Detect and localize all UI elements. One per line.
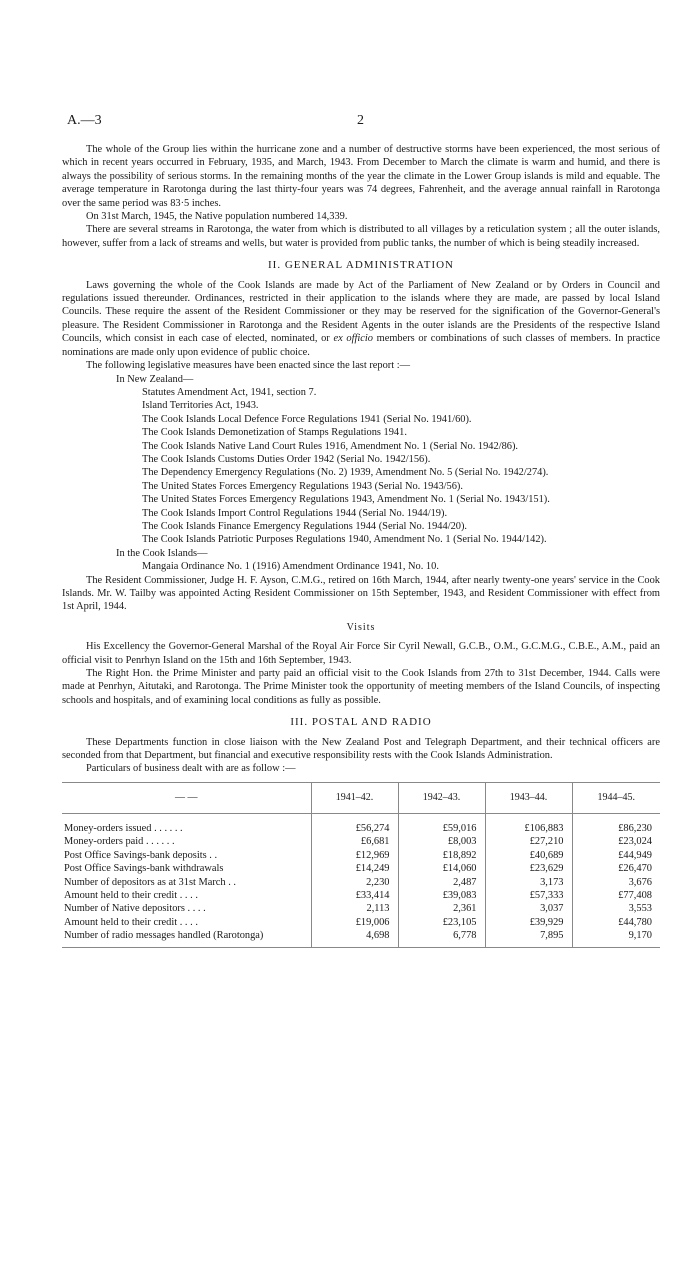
list-item: The Cook Islands Customs Duties Order 1942 (Serial No. 1942/156). bbox=[142, 453, 431, 465]
table-cell: 2,113 bbox=[311, 902, 398, 915]
list-item: The Cook Islands Local Defence Force Regulations 1941 (Serial No. 1941/60). bbox=[142, 413, 472, 425]
departments-paragraph: These Departments function in close liaison with the New Zealand Post and Telegraph Department, and their technical officers are seconded from that Department, but financial and executive responsibility rests with the Cook Islands Administration. bbox=[62, 736, 660, 762]
commissioner-paragraph: The Resident Commissioner, Judge H. F. Ayson, C.M.G., retired on 16th March, 1944, after nearly twenty-one years' service in the Cook Islands. Mr. W. Tailby was appointed Acting Resident Commissioner on 15th September, 1943, and Resident Commissioner with effect from 1st April, 1944. bbox=[62, 574, 660, 613]
prime-minister-visit-paragraph: The Right Hon. the Prime Minister and party paid an official visit to the Cook Islands from 27th to 31st December, 1944. Calls were made at Penrhyn, Aitutaki, and Rarotonga. The Prime Minister took the opportunity of meeting members of the Island Councils, of inspecting schools and hospitals, and of examining local conditions as fully as possible. bbox=[62, 668, 660, 706]
table-cell: £33,414 bbox=[311, 889, 398, 902]
table-cell: £6,681 bbox=[311, 835, 398, 848]
list-item: The Cook Islands Import Control Regulations 1944 (Serial No. 1944/19). bbox=[142, 507, 448, 519]
table-cell: 3,037 bbox=[485, 902, 572, 915]
page-header bbox=[67, 114, 660, 130]
laws-text-b: members or combinations of such classes of members. In practice nominations are made only upon evidence of public choice. bbox=[62, 333, 660, 358]
table-cell: £40,689 bbox=[485, 849, 572, 862]
nz-measures-list bbox=[62, 386, 660, 547]
table-cell: 2,230 bbox=[311, 876, 398, 889]
table-cell: 3,173 bbox=[485, 876, 572, 889]
column-header: 1942–43. bbox=[398, 782, 485, 813]
particulars-intro: Particulars of business dealt with are as follow :— bbox=[86, 763, 296, 775]
table-cell: £23,105 bbox=[398, 916, 485, 929]
table-cell: 3,553 bbox=[572, 902, 660, 915]
laws-text-a: Laws governing the whole of the Cook Islands are made by Act of the Parliament of New Zealand or by Orders in Council and regulations issued thereunder. Ordinances, restricted in their application to the islands where they are made, are passed by local Island Councils. These require the assent of the Resident Commissioner or they may be reserved for the signification of the Governor-General's pleasure. The Resident Commissioner in Rarotonga and the Resident Agents in the outer islands are the Presidents of the respective Island Councils, which consist in each case of elected, nominated, or bbox=[62, 279, 660, 345]
table-cell: £44,949 bbox=[572, 849, 660, 862]
table-cell: £8,003 bbox=[398, 835, 485, 848]
table-cell: £39,083 bbox=[398, 889, 485, 902]
table-cell: 3,676 bbox=[572, 876, 660, 889]
table-row bbox=[62, 862, 660, 875]
row-label: Amount held to their credit . . . . bbox=[64, 889, 198, 901]
table-cell: £23,024 bbox=[572, 835, 660, 848]
cook-islands-item: Mangaia Ordinance No. 1 (1916) Amendment Ordinance 1941, No. 10. bbox=[142, 561, 439, 573]
column-header: 1941–42. bbox=[311, 782, 398, 813]
table-cell: £27,210 bbox=[485, 835, 572, 848]
table-row bbox=[62, 835, 660, 848]
list-item: Island Territories Act, 1943. bbox=[142, 400, 259, 412]
table-cell: £23,629 bbox=[485, 862, 572, 875]
list-item: The Cook Islands Demonetization of Stamps Regulations 1941. bbox=[142, 427, 407, 439]
legislative-intro: The following legislative measures have been enacted since the last report :— bbox=[86, 360, 411, 372]
table-cell: 6,778 bbox=[398, 929, 485, 947]
column-header: 1944–45. bbox=[572, 782, 660, 813]
table-row bbox=[62, 876, 660, 889]
table-cell: £14,249 bbox=[311, 862, 398, 875]
list-item: The Cook Islands Finance Emergency Regulations 1944 (Serial No. 1944/20). bbox=[142, 520, 468, 532]
table-cell: £26,470 bbox=[572, 862, 660, 875]
table-cell: £14,060 bbox=[398, 862, 485, 875]
document-reference: A.—3 bbox=[67, 113, 102, 128]
table-row bbox=[62, 916, 660, 929]
water-paragraph: There are several streams in Rarotonga, the water from which is distributed to all villages by a reticulation system ; all the outer islands, however, suffer from a lack of streams and wells, but water is provided from public tanks, the number of which is being steadily increased. bbox=[62, 224, 660, 249]
population-paragraph: On 31st March, 1945, the Native population numbered 14,339. bbox=[86, 211, 348, 223]
row-label: Number of radio messages handled (Rarotonga) bbox=[62, 929, 298, 947]
row-label: Number of Native depositors . . . . bbox=[64, 903, 206, 915]
table-header-row bbox=[62, 782, 660, 813]
table-cell: £77,408 bbox=[572, 889, 660, 902]
column-header: 1943–44. bbox=[485, 782, 572, 813]
section-heading-postal-radio: III. POSTAL AND RADIO bbox=[290, 716, 432, 729]
cook-islands-heading: In the Cook Islands— bbox=[116, 547, 208, 559]
table-cell: £19,006 bbox=[311, 916, 398, 929]
nz-heading: In New Zealand— bbox=[116, 373, 194, 385]
table-cell: £39,929 bbox=[485, 916, 572, 929]
row-label: Number of depositors as at 31st March . . bbox=[64, 876, 237, 888]
table-row bbox=[62, 889, 660, 902]
governor-visit-paragraph: His Excellency the Governor-General Marshal of the Royal Air Force Sir Cyril Newall, G.C.B., O.M., G.C.M.G., C.B.E., A.M., paid an official visit to Penrhyn Island on the 15th and 16th September, 1943. bbox=[62, 641, 660, 666]
table-row bbox=[62, 929, 660, 947]
page-number: 2 bbox=[357, 113, 364, 128]
row-label: Post Office Savings-bank withdrawals bbox=[64, 863, 224, 875]
row-label: Money-orders issued . . . . . . bbox=[64, 822, 183, 834]
section-heading-general-administration: II. GENERAL ADMINISTRATION bbox=[268, 259, 454, 272]
table-cell: £56,274 bbox=[311, 813, 398, 835]
table-cell: £86,230 bbox=[572, 813, 660, 835]
visits-heading: Visits bbox=[346, 621, 376, 633]
table-cell: 2,487 bbox=[398, 876, 485, 889]
table-cell: £106,883 bbox=[485, 813, 572, 835]
list-item: The United States Forces Emergency Regulations 1943 (Serial No. 1943/56). bbox=[142, 480, 463, 492]
table-cell: 4,698 bbox=[311, 929, 398, 947]
list-item: The Cook Islands Native Land Court Rules 1916, Amendment No. 1 (Serial No. 1942/86). bbox=[142, 440, 519, 452]
row-label: Money-orders paid . . . . . . bbox=[64, 836, 175, 848]
laws-paragraph bbox=[62, 279, 660, 359]
table-row bbox=[62, 813, 660, 835]
table-row bbox=[62, 849, 660, 862]
list-item: The Dependency Emergency Regulations (No. 2) 1939, Amendment No. 5 (Serial No. 1942/274). bbox=[142, 467, 549, 479]
postal-business-table bbox=[62, 782, 660, 948]
table-cell: £44,780 bbox=[572, 916, 660, 929]
table-cell: 7,895 bbox=[485, 929, 572, 947]
table-cell: 9,170 bbox=[572, 929, 660, 947]
table-cell: £57,333 bbox=[485, 889, 572, 902]
list-item: Statutes Amendment Act, 1941, section 7. bbox=[142, 386, 317, 398]
row-label: Amount held to their credit . . . . bbox=[64, 916, 198, 928]
page-body bbox=[62, 143, 660, 948]
table-cell: £59,016 bbox=[398, 813, 485, 835]
table-row bbox=[62, 902, 660, 915]
ex-officio-term: ex officio bbox=[333, 333, 373, 345]
list-item: The United States Forces Emergency Regulations 1943, Amendment No. 1 (Serial No. 1943/151). bbox=[142, 494, 550, 506]
table-cell: £18,892 bbox=[398, 849, 485, 862]
table-corner: — — bbox=[62, 782, 311, 813]
climate-paragraph: The whole of the Group lies within the hurricane zone and a number of destructive storms have been experienced, the most serious of which in recent years occurred in February, 1935, and March, 1943. From December to March the climate is warm and humid, and there is always the possibility of serious storms. In the remaining months of the year the climate in the Lower Group islands is mild and equable. The average temperature in Rarotonga during the last thirty-four years was 74 degrees, Fahrenheit, and the average annual rainfall in Rarotonga over the same period was 83·5 inches. bbox=[62, 144, 660, 209]
row-label: Post Office Savings-bank deposits . . bbox=[64, 849, 218, 861]
list-item: The Cook Islands Patriotic Purposes Regulations 1940, Amendment No. 1 (Serial No. 1944/142). bbox=[142, 534, 547, 546]
table-cell: £12,969 bbox=[311, 849, 398, 862]
table-cell: 2,361 bbox=[398, 902, 485, 915]
